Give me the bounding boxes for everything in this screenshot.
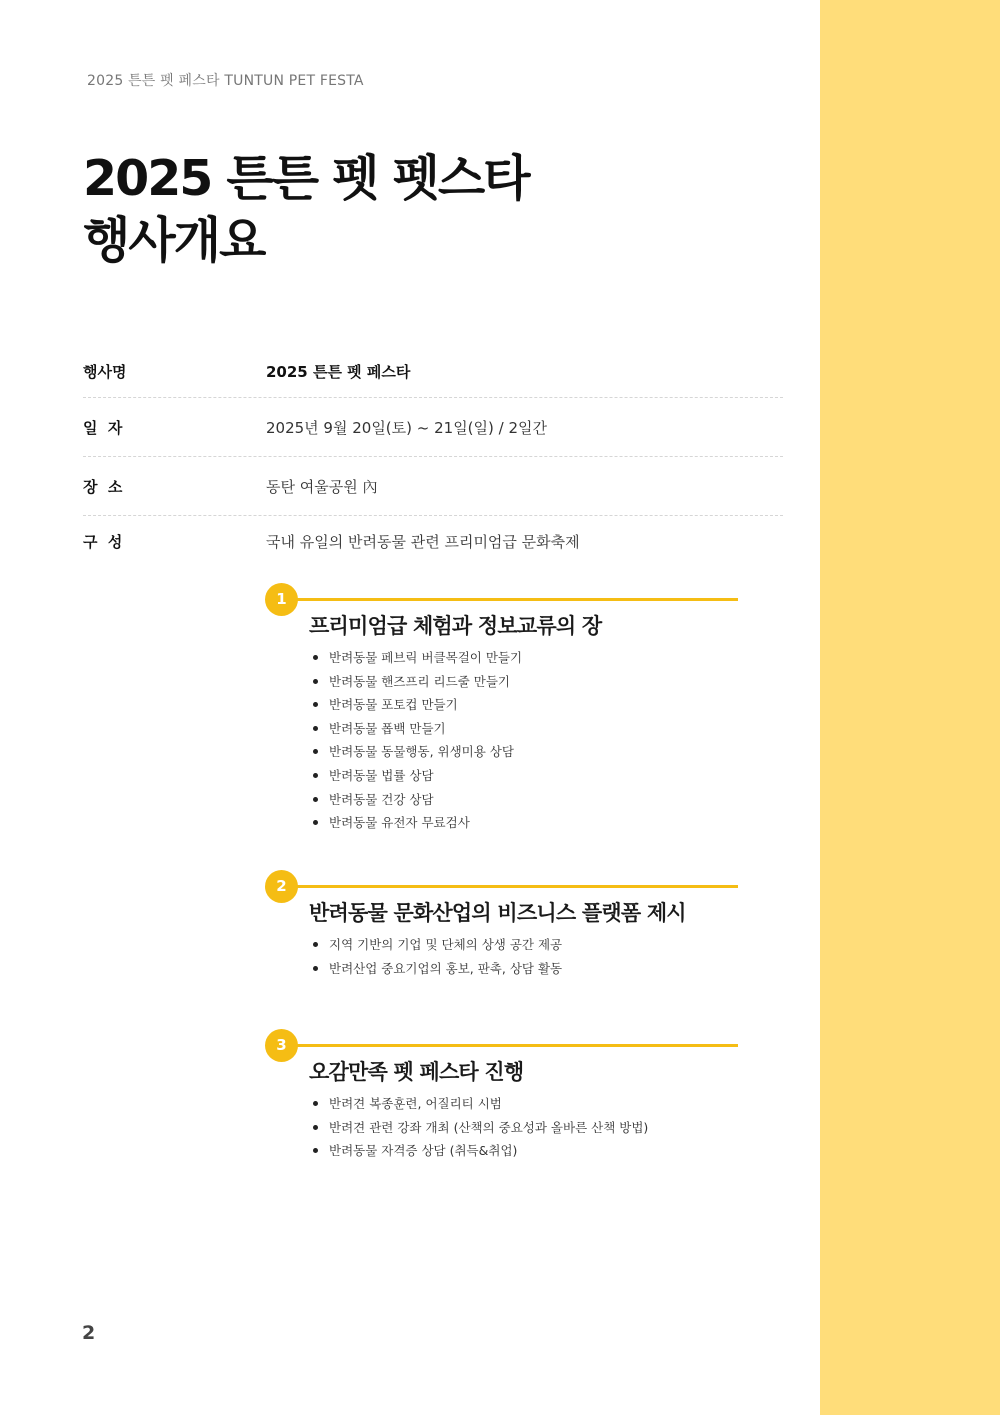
bullet-icon — [313, 942, 318, 947]
list-item-text: 반려동물 건강 상담 — [329, 791, 434, 807]
decorative-sidebar — [820, 0, 1000, 1415]
running-header: 2025 튼튼 펫 페스타 TUNTUN PET FESTA — [87, 73, 364, 89]
bullet-icon — [313, 1148, 318, 1153]
section-item-list — [311, 646, 522, 835]
list-item — [311, 646, 522, 670]
section-title: 반려동물 문화산업의 비즈니스 플랫폼 제시 — [309, 901, 686, 925]
bullet-icon — [313, 655, 318, 660]
list-item-text: 반려동물 포토컵 만들기 — [329, 697, 458, 713]
info-value: 2025 튼튼 펫 페스타 — [266, 363, 411, 381]
list-item-text: 반려견 관련 강좌 개최 (산책의 중요성과 올바른 산책 방법) — [329, 1119, 649, 1135]
bullet-icon — [313, 797, 318, 802]
bullet-icon — [313, 749, 318, 754]
list-item-text: 반려동물 자격증 상담 (취득&취업) — [329, 1143, 518, 1159]
bullet-icon — [313, 1125, 318, 1130]
info-label: 행사명 — [83, 363, 127, 381]
section-title: 오감만족 펫 페스타 진행 — [309, 1060, 524, 1084]
page-number: 2 — [82, 1322, 96, 1344]
list-item-text: 반려동물 동물행동, 위생미용 상담 — [329, 744, 514, 760]
section-rule — [281, 598, 738, 601]
list-item — [311, 740, 522, 764]
section-rule — [281, 885, 738, 888]
info-label: 구 성 — [83, 533, 123, 551]
divider — [83, 456, 783, 457]
list-item-text: 지역 기반의 기업 및 단체의 상생 공간 제공 — [329, 937, 563, 952]
section-number-badge: 3 — [265, 1029, 298, 1062]
section-title: 프리미엄급 체험과 정보교류의 장 — [309, 614, 602, 638]
list-item-text: 반려동물 유전자 무료검사 — [329, 815, 470, 831]
list-item — [311, 764, 522, 788]
bullet-icon — [313, 679, 318, 684]
bullet-icon — [313, 966, 318, 971]
info-value: 국내 유일의 반려동물 관련 프리미엄급 문화축제 — [266, 533, 580, 551]
bullet-icon — [313, 820, 318, 825]
bullet-icon — [313, 1101, 318, 1106]
list-item — [311, 957, 562, 981]
section-number-badge: 2 — [265, 870, 298, 903]
list-item-text: 반려동물 페브릭 버클목걸이 만들기 — [329, 650, 523, 665]
info-value: 2025년 9월 20일(토) ~ 21일(일) / 2일간 — [266, 419, 547, 437]
bullet-icon — [313, 773, 318, 778]
section-item-list — [311, 1092, 648, 1163]
bullet-icon — [313, 726, 318, 731]
page-title-line-1: 2025 튼튼 펫 펫스타 — [83, 150, 529, 207]
list-item-text: 반려견 복종훈련, 어질리티 시범 — [329, 1096, 502, 1111]
list-item — [311, 1116, 648, 1140]
list-item — [311, 670, 522, 694]
info-label: 장 소 — [83, 478, 123, 496]
info-label: 일 자 — [83, 419, 123, 437]
divider — [83, 397, 783, 398]
list-item — [311, 811, 522, 835]
divider — [83, 515, 783, 516]
list-item — [311, 933, 562, 957]
bullet-icon — [313, 702, 318, 707]
list-item — [311, 1092, 648, 1116]
list-item-text: 반려동물 법률 상담 — [329, 767, 434, 783]
list-item-text: 반려동물 핸즈프리 리드줄 만들기 — [329, 673, 510, 689]
page-title-line-2: 행사개요 — [83, 212, 265, 269]
page-title — [83, 148, 529, 272]
section-item-list — [311, 933, 562, 980]
list-item-text: 반려산업 중요기업의 홍보, 판촉, 상담 활동 — [329, 960, 563, 976]
list-item — [311, 693, 522, 717]
section-rule — [281, 1044, 738, 1047]
list-item-text: 반려동물 폽백 만들기 — [329, 720, 446, 736]
list-item — [311, 717, 522, 741]
list-item — [311, 788, 522, 812]
list-item — [311, 1139, 648, 1163]
section-number-badge: 1 — [265, 583, 298, 616]
info-value: 동탄 여울공원 內 — [266, 478, 378, 496]
